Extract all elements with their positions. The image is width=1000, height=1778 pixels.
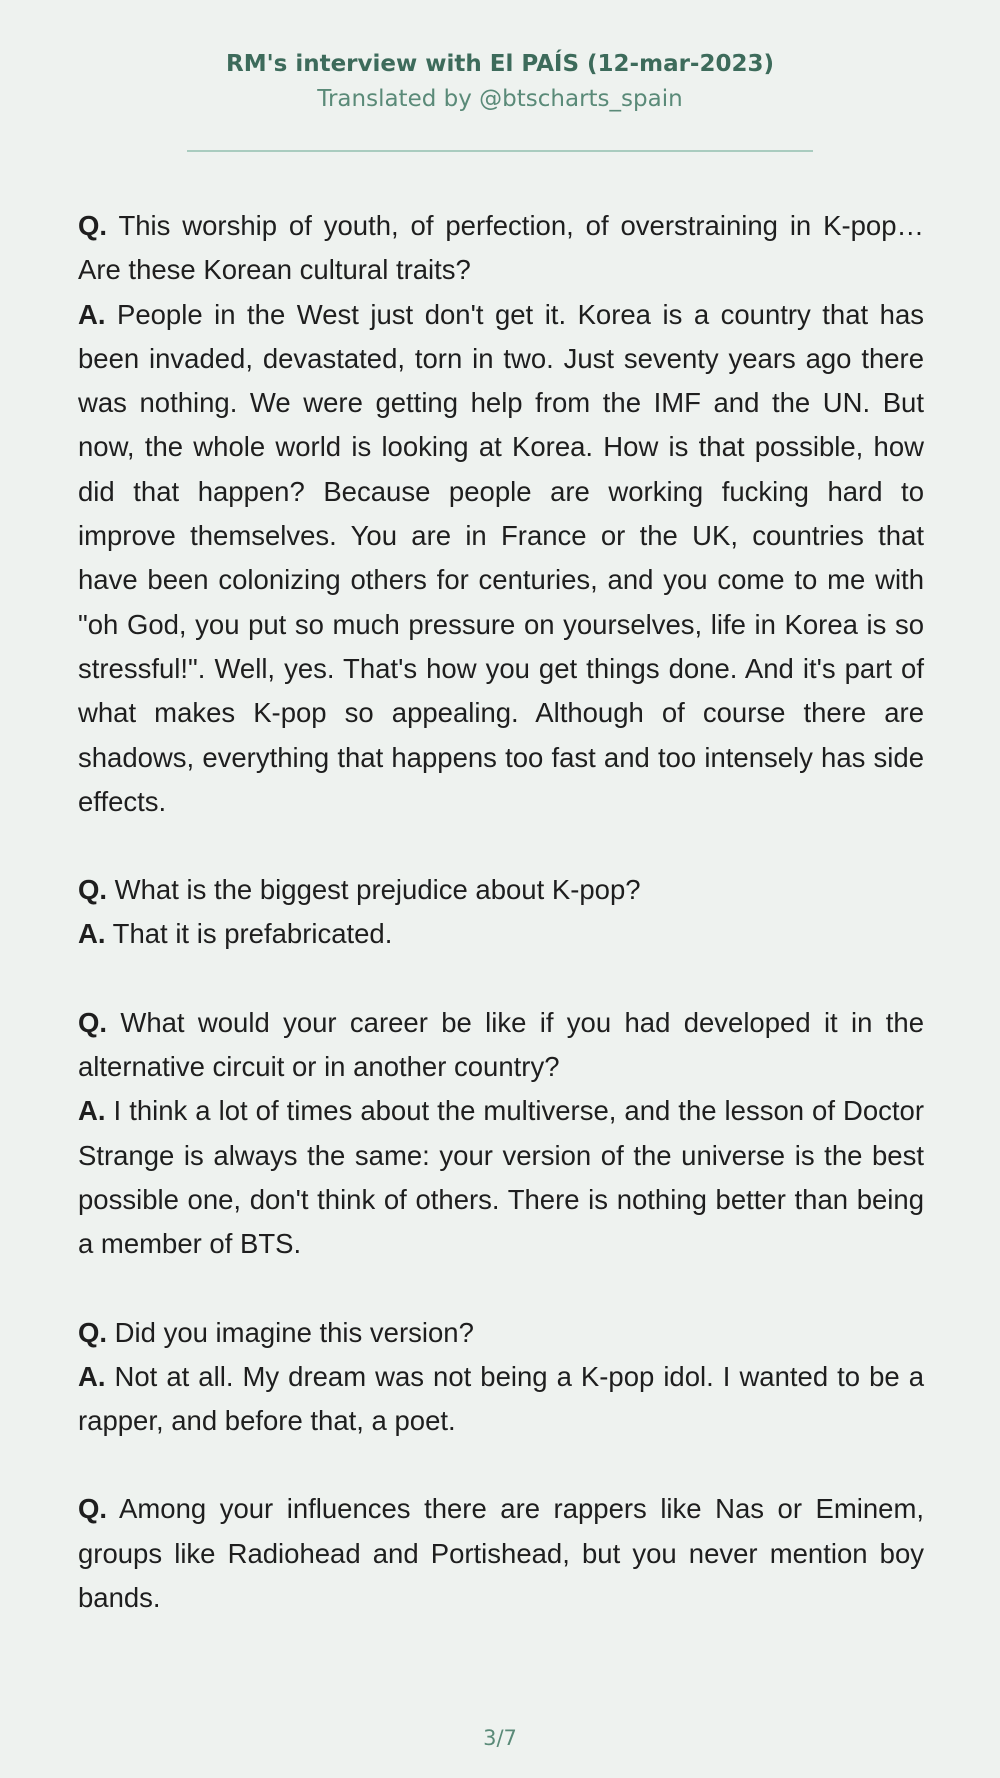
answer-tag: A. <box>78 1095 106 1127</box>
question <box>78 1001 924 1090</box>
answer <box>78 293 924 825</box>
question <box>78 868 924 912</box>
page-indicator: 3/7 <box>483 1726 517 1750</box>
question-tag: Q. <box>78 210 108 241</box>
answer-text: People in the West just don't get it. Korea is a country that has been invaded, devastated, torn in two. Just seventy years ago there was nothing. We were getting help from the IMF and the UN. But now, the whole world is looking at Korea. How is that possible, how did that happen? Because people are working fucking hard to improve themselves. You are in France or the UK, countries that have been colonizing others for centuries, and you come to me with "oh God, you put so much pressure on yourselves, life in Korea is so stressful!". Well, yes. That's how you get things done. And it's part of what makes K-pop so appealing. Although of course there are shadows, everything that happens too fast and too intensely has side effects. <box>78 298 924 817</box>
answer-tag: A. <box>78 1360 106 1392</box>
header-divider <box>187 150 813 152</box>
qa-item <box>78 868 924 957</box>
interview-title: RM's interview with El PAÍS (12-mar-2023) <box>225 51 774 77</box>
answer-text: That it is prefabricated. <box>112 918 393 950</box>
question-tag: Q. <box>78 1006 108 1038</box>
question <box>78 204 924 293</box>
translator-credit: Translated by @btscharts_spain <box>317 86 683 112</box>
question-text: What would your career be like if you had developed it in the alternative circuit or in another country? <box>78 1006 925 1083</box>
answer <box>78 1355 924 1444</box>
answer-tag: A. <box>78 298 106 330</box>
question-text: Did you imagine this version? <box>114 1316 474 1348</box>
question-tag: Q. <box>78 874 108 906</box>
answer-text: Not at all. My dream was not being a K-pop idol. I wanted to be a rapper, and before that, a poet. <box>78 1360 925 1437</box>
answer <box>78 1089 924 1266</box>
question-text: Among your influences there are rappers like Nas or Eminem, groups like Radiohead and Portishead, but you never mention boy bands. <box>78 1493 924 1614</box>
answer <box>78 912 924 956</box>
qa-item <box>78 1311 924 1444</box>
question-text: This worship of youth, of perfection, of overstraining in K-pop… Are these Korean cultural traits? <box>78 210 925 286</box>
qa-item <box>78 1487 924 1620</box>
interview-body <box>78 204 924 1664</box>
question-tag: Q. <box>78 1493 108 1525</box>
question <box>78 1487 924 1620</box>
question <box>78 1311 924 1355</box>
question-tag: Q. <box>78 1316 108 1348</box>
qa-item <box>78 204 924 824</box>
page-header <box>0 48 1000 116</box>
answer-text: I think a lot of times about the multiverse, and the lesson of Doctor Strange is always the same: your version of the universe is the best possible one, don't think of others. There is nothing better than being a member of BTS. <box>78 1095 925 1260</box>
answer-tag: A. <box>78 918 106 950</box>
question-text: What is the biggest prejudice about K-pop? <box>114 874 641 906</box>
qa-item <box>78 1001 924 1267</box>
